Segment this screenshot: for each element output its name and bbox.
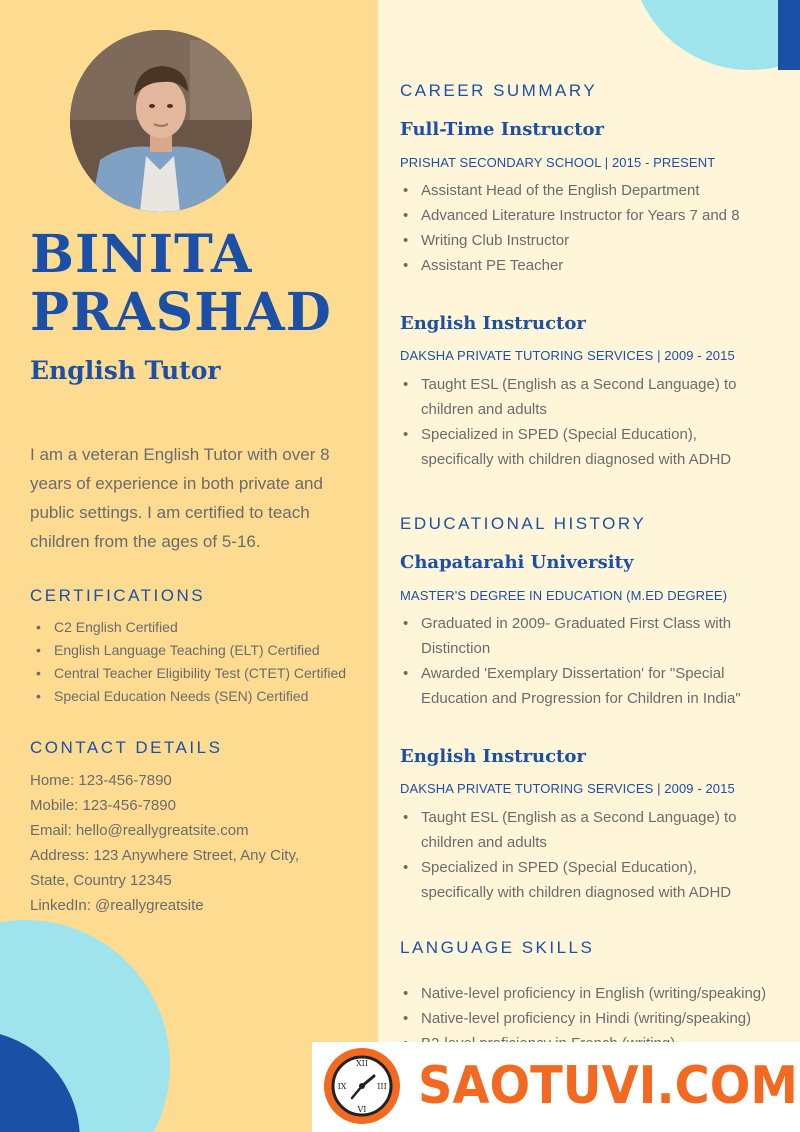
education-heading: EDUCATIONAL HISTORY bbox=[400, 514, 647, 533]
job-subtitle: PRISHAT SECONDARY SCHOOL | 2015 - PRESENT bbox=[400, 155, 716, 170]
list-item: • Writing Club Instructor bbox=[400, 228, 795, 253]
contact-linkedin[interactable]: LinkedIn: @reallygreatsite bbox=[30, 897, 204, 914]
job-bullets bbox=[400, 805, 770, 905]
list-item: • Advanced Literature Instructor for Years 7 and 8 bbox=[400, 203, 795, 228]
clock-icon bbox=[322, 1046, 402, 1126]
avatar bbox=[70, 30, 252, 212]
job-subtitle: DAKSHA PRIVATE TUTORING SERVICES | 2009 - 2015 bbox=[400, 348, 735, 363]
contact-address-line-1: Address: 123 Anywhere Street, Any City, bbox=[30, 847, 300, 864]
job-role: English Tutor bbox=[30, 356, 221, 385]
svg-text:III: III bbox=[377, 1082, 387, 1091]
language-heading: LANGUAGE SKILLS bbox=[400, 938, 595, 957]
job-subtitle: DAKSHA PRIVATE TUTORING SERVICES | 2009 - 2015 bbox=[400, 781, 735, 796]
list-item: • Taught ESL (English as a Second Language) to children and adults bbox=[400, 372, 770, 422]
school-title: Chapatarahi University bbox=[400, 552, 634, 573]
list-item: • Specialized in SPED (Special Education), specifically with children diagnosed with ADHD bbox=[400, 422, 770, 472]
list-item: • Native-level proficiency in English (writing/speaking) bbox=[400, 981, 795, 1006]
decorative-bar bbox=[778, 0, 800, 70]
list-item: • Assistant PE Teacher bbox=[400, 253, 795, 278]
contact-home: Home: 123-456-7890 bbox=[30, 772, 172, 789]
watermark-text: SAOTUVI.COM bbox=[418, 1056, 799, 1116]
career-heading: CAREER SUMMARY bbox=[400, 81, 598, 100]
contact-email[interactable]: Email: hello@reallygreatsite.com bbox=[30, 822, 249, 839]
list-item: • Awarded 'Exemplary Dissertation' for "Special Education and Progression for Children in India" bbox=[400, 661, 770, 711]
degree-subtitle: MASTER'S DEGREE IN EDUCATION (M.ED DEGREE) bbox=[400, 588, 728, 603]
list-item: • Special Education Needs (SEN) Certified bbox=[30, 685, 370, 708]
job-title: English Instructor bbox=[400, 313, 586, 334]
svg-text:IX: IX bbox=[337, 1082, 347, 1091]
list-item: • Central Teacher Eligibility Test (CTET) Certified bbox=[30, 662, 370, 685]
intro-paragraph: I am a veteran English Tutor with over 8 years of experience in both private and public settings. I am certified to teach children from the ages of 5-16. bbox=[30, 445, 330, 551]
name-line-1: BINITA bbox=[30, 224, 253, 285]
svg-text:XII: XII bbox=[355, 1059, 369, 1068]
list-item: • Specialized in SPED (Special Education), specifically with children diagnosed with ADHD bbox=[400, 855, 770, 905]
name-line-2: PRASHAD bbox=[30, 282, 332, 343]
contact-heading: CONTACT DETAILS bbox=[30, 738, 223, 757]
profile-photo bbox=[70, 30, 252, 212]
contact-list bbox=[30, 768, 360, 918]
svg-text:VI: VI bbox=[357, 1105, 367, 1114]
list-item: • Native-level proficiency in Hindi (writing/speaking) bbox=[400, 1006, 795, 1031]
job-bullets bbox=[400, 178, 795, 278]
job-bullets bbox=[400, 372, 770, 472]
list-item: • Graduated in 2009- Graduated First Class with Distinction bbox=[400, 611, 770, 661]
list-item: • English Language Teaching (ELT) Certified bbox=[30, 639, 370, 662]
list-item: • Assistant Head of the English Department bbox=[400, 178, 795, 203]
person-name bbox=[30, 226, 332, 342]
list-item: • Taught ESL (English as a Second Language) to children and adults bbox=[400, 805, 770, 855]
certifications-heading: CERTIFICATIONS bbox=[30, 586, 206, 605]
job-title: Full-Time Instructor bbox=[400, 119, 605, 140]
contact-address-line-2: State, Country 12345 bbox=[30, 872, 172, 889]
contact-mobile: Mobile: 123-456-7890 bbox=[30, 797, 176, 814]
certifications-list bbox=[30, 616, 370, 708]
education-bullets bbox=[400, 611, 770, 711]
job-title: English Instructor bbox=[400, 746, 586, 767]
list-item: • C2 English Certified bbox=[30, 616, 370, 639]
